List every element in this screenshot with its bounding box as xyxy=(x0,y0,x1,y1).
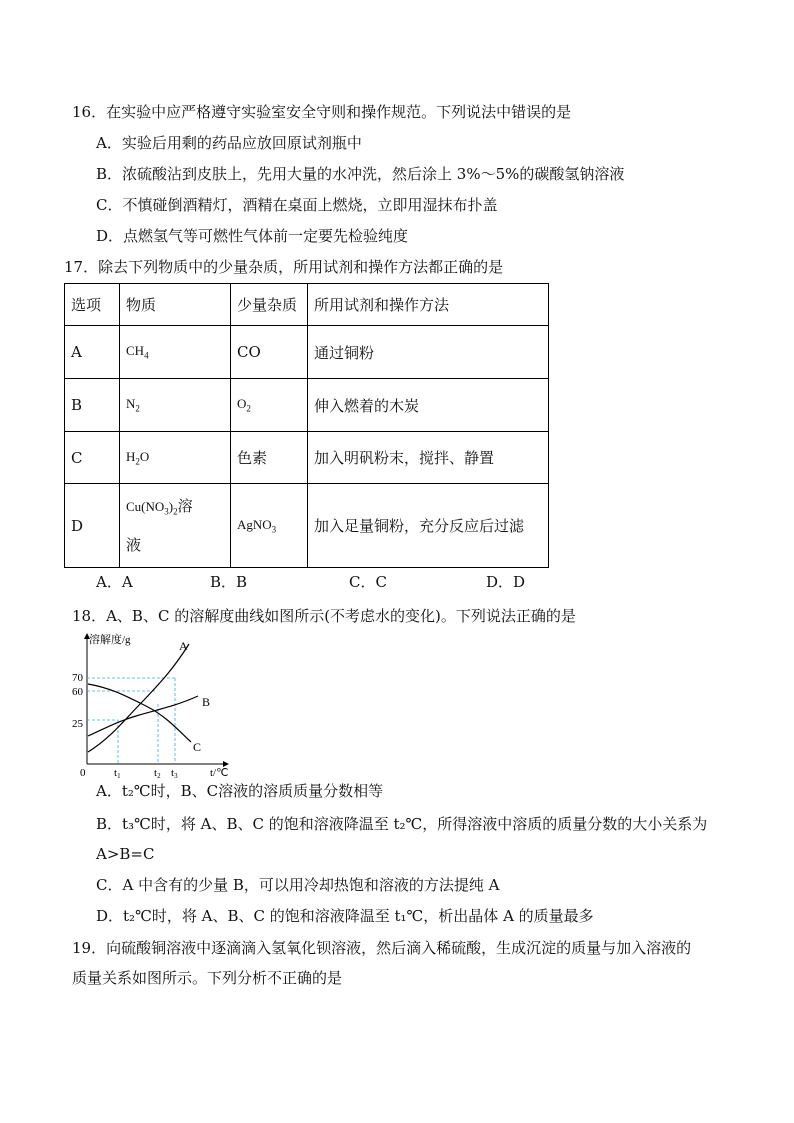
row-method: 加入明矾粉末，搅拌、静置 xyxy=(308,432,549,484)
curve-c xyxy=(88,684,191,742)
table-row xyxy=(65,326,549,379)
ytick-60: 60 xyxy=(72,686,83,698)
origin-label: 0 xyxy=(80,767,86,779)
q16-stem: 16．在实验中应严格遵守实验室安全守则和操作规范。下列说法中错误的是 xyxy=(72,103,572,121)
q18-option-b-cont: A>B=C xyxy=(96,845,155,863)
header-option: 选项 xyxy=(65,284,120,326)
q16-option-c: C．不慎碰倒酒精灯，酒精在桌面上燃烧，立即用湿抹布扑盖 xyxy=(96,196,498,214)
q17-table xyxy=(64,283,549,568)
curve-a xyxy=(88,644,189,752)
table-row xyxy=(65,379,549,432)
row-substance: $CH_4$ xyxy=(120,326,231,379)
q17-stem: 17．除去下列物质中的少量杂质，所用试剂和操作方法都正确的是 xyxy=(64,258,504,276)
xtick-t1: t1 xyxy=(114,767,121,780)
row-option: A xyxy=(65,326,120,379)
table-row xyxy=(65,432,549,484)
row-substance: $H_2O$ xyxy=(120,432,231,484)
row-substance: $N_2$ xyxy=(120,379,231,432)
row-method: 加入足量铜粉，充分反应后过滤 xyxy=(308,484,549,568)
row-option: B xyxy=(65,379,120,432)
x-axis-label: t/℃ xyxy=(210,767,229,779)
q17-answer-d: D．D xyxy=(486,573,526,591)
q17-answer-c: C．C xyxy=(349,573,387,591)
ytick-70: 70 xyxy=(72,672,83,684)
row-option: C xyxy=(65,432,120,484)
curve-b-label: B xyxy=(202,695,211,709)
q18-option-c: C．A 中含有的少量 B，可以用冷却热饱和溶液的方法提纯 A xyxy=(96,876,500,894)
solubility-chart xyxy=(66,630,236,780)
q16-option-d: D．点燃氢气等可燃性气体前一定要先检验纯度 xyxy=(96,227,409,245)
row-impurity: 色素 xyxy=(231,432,308,484)
ytick-25: 25 xyxy=(72,718,83,730)
row-impurity: CO xyxy=(231,326,308,379)
xtick-t2: t2 xyxy=(154,767,161,780)
q17-answer-b: B．B xyxy=(210,573,248,591)
curve-c-label: C xyxy=(193,740,202,754)
q18-option-b: B．t₃℃时，将 A、B、C 的饱和溶液降温至 t₂℃，所得溶液中溶质的质量分数的大小关系为 xyxy=(96,815,708,833)
table-header-row xyxy=(65,284,549,326)
row-substance: $Cu(NO_3)_2$溶 液 xyxy=(120,484,231,568)
header-impurity: 少量杂质 xyxy=(231,284,308,326)
table-row xyxy=(65,484,549,568)
header-substance: 物质 xyxy=(120,284,231,326)
header-method: 所用试剂和操作方法 xyxy=(308,284,549,326)
xtick-t3: t3 xyxy=(171,767,178,780)
q16-option-a: A．实验后用剩的药品应放回原试剂瓶中 xyxy=(96,134,362,152)
q16-option-b: B．浓硫酸沾到皮肤上，先用大量的水冲洗，然后涂上 3%～5%的碳酸氢钠溶液 xyxy=(96,165,625,183)
q18-stem: 18．A、B、C 的溶解度曲线如图所示(不考虑水的变化)。下列说法正确的是 xyxy=(72,607,576,625)
q17-answer-a: A．A xyxy=(96,573,133,591)
curve-a-label: A xyxy=(179,639,188,653)
q19-stem-line1: 19．向硫酸铜溶液中逐滴滴入氢氧化钡溶液，然后滴入稀硫酸，生成沉淀的质量与加入溶液的 xyxy=(72,939,692,957)
row-impurity: $O_2$ xyxy=(231,379,308,432)
row-method: 通过铜粉 xyxy=(308,326,549,379)
curve-b xyxy=(88,696,198,736)
q18-option-d: D．t₂℃时，将 A、B、C 的饱和溶液降温至 t₁℃，析出晶体 A 的质量最多 xyxy=(96,907,594,925)
q19-stem-line2: 质量关系如图所示。下列分析不正确的是 xyxy=(72,969,343,987)
row-option: D xyxy=(65,484,120,568)
row-method: 伸入燃着的木炭 xyxy=(308,379,549,432)
q18-option-a: A．t₂℃时，B、C溶液的溶质质量分数相等 xyxy=(96,782,384,800)
y-axis-label: 溶解度/g xyxy=(89,634,131,646)
row-impurity: AgNO$_3$ xyxy=(231,484,308,568)
